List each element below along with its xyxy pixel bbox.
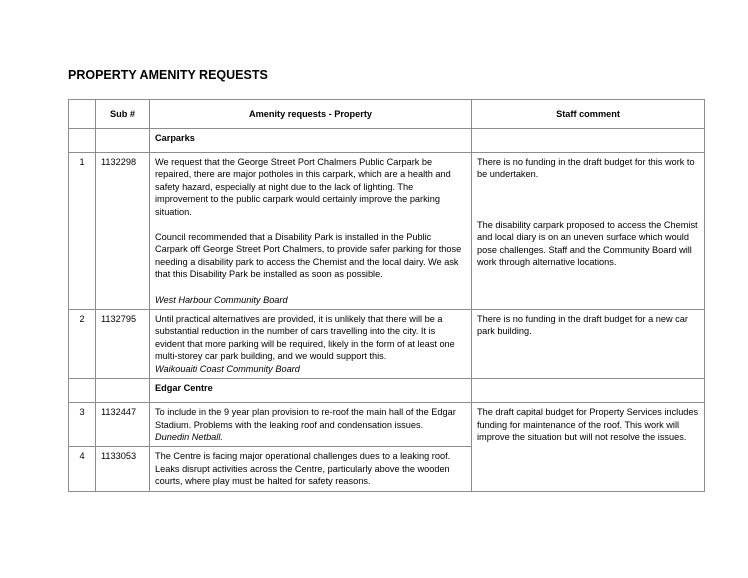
section-title: Edgar Centre [150, 379, 472, 403]
header-sub: Sub # [96, 100, 150, 129]
request-cell [150, 403, 472, 447]
row-number: 2 [69, 310, 96, 379]
submitter: Waikouaiti Coast Community Board [155, 363, 300, 374]
request-cell [150, 447, 472, 491]
staff-comment-cell [472, 153, 705, 310]
table-row [69, 310, 705, 379]
request-paragraph: The Centre is facing major operational challenges dues to a leaking roof. Leaks disrupt activities across the Centre, particularly above the wooden courts, where play must be halted for safety reasons. [155, 451, 451, 487]
submission-number: 1133053 [96, 447, 150, 491]
section-row-carparks [69, 129, 705, 153]
table-header-row [69, 100, 705, 129]
submission-number: 1132298 [96, 153, 150, 310]
header-num [69, 100, 96, 129]
staff-comment-cell: The draft capital budget for Property Services includes funding for maintenance of the roof. This work will improve the situation but will not resolve the issues. [472, 403, 705, 491]
row-number: 1 [69, 153, 96, 310]
table-row [69, 403, 705, 447]
request-cell [150, 310, 472, 379]
header-request: Amenity requests - Property [150, 100, 472, 129]
request-paragraph: We request that the George Street Port Chalmers Public Carpark be repaired, there are major potholes in this carpark, which are a health and safety hazard, especially at night due to the lack of lighting. The improvement to the public carpark would certainly improve the parking situation. [155, 157, 451, 217]
submitter: Dunedin Netball. [155, 431, 223, 442]
section-title: Carparks [150, 129, 472, 153]
section-row-edgar-centre [69, 379, 705, 403]
submission-number: 1132795 [96, 310, 150, 379]
request-cell [150, 153, 472, 310]
amenity-requests-table [68, 99, 705, 492]
request-paragraph: To include in the 9 year plan provision to re-roof the main hall of the Edgar Stadium. Problems with the leaking roof and condensation issues. [155, 407, 456, 430]
staff-paragraph: The disability carpark proposed to access the Chemist and local diary is on an uneven surface which would pose challenges. Staff and the Community Board will work through alternative locations. [477, 219, 698, 268]
submitter: West Harbour Community Board [155, 294, 288, 305]
staff-paragraph: There is no funding in the draft budget for this work to be undertaken. [477, 157, 695, 180]
page-title: PROPERTY AMENITY REQUESTS [68, 68, 268, 82]
table-row [69, 153, 705, 310]
header-staff: Staff comment [472, 100, 705, 129]
staff-comment-cell: There is no funding in the draft budget for a new car park building. [472, 310, 705, 379]
submission-number: 1132447 [96, 403, 150, 447]
row-number: 4 [69, 447, 96, 491]
request-paragraph: Until practical alternatives are provided, it is unlikely that there will be a substantial reduction in the number of cars travelling into the city. It is evident that more parking will be required, likely in the form of at least one multi-storey car park building, and we would support this. [155, 314, 455, 362]
request-paragraph: Council recommended that a Disability Park is installed in the Public Carpark off George Street Port Chalmers, to provide safer parking for those needing a disability park to access the Chemist and the local dairy. We ask that this Disability Park be installed as soon as possible. [155, 232, 462, 280]
row-number: 3 [69, 403, 96, 447]
